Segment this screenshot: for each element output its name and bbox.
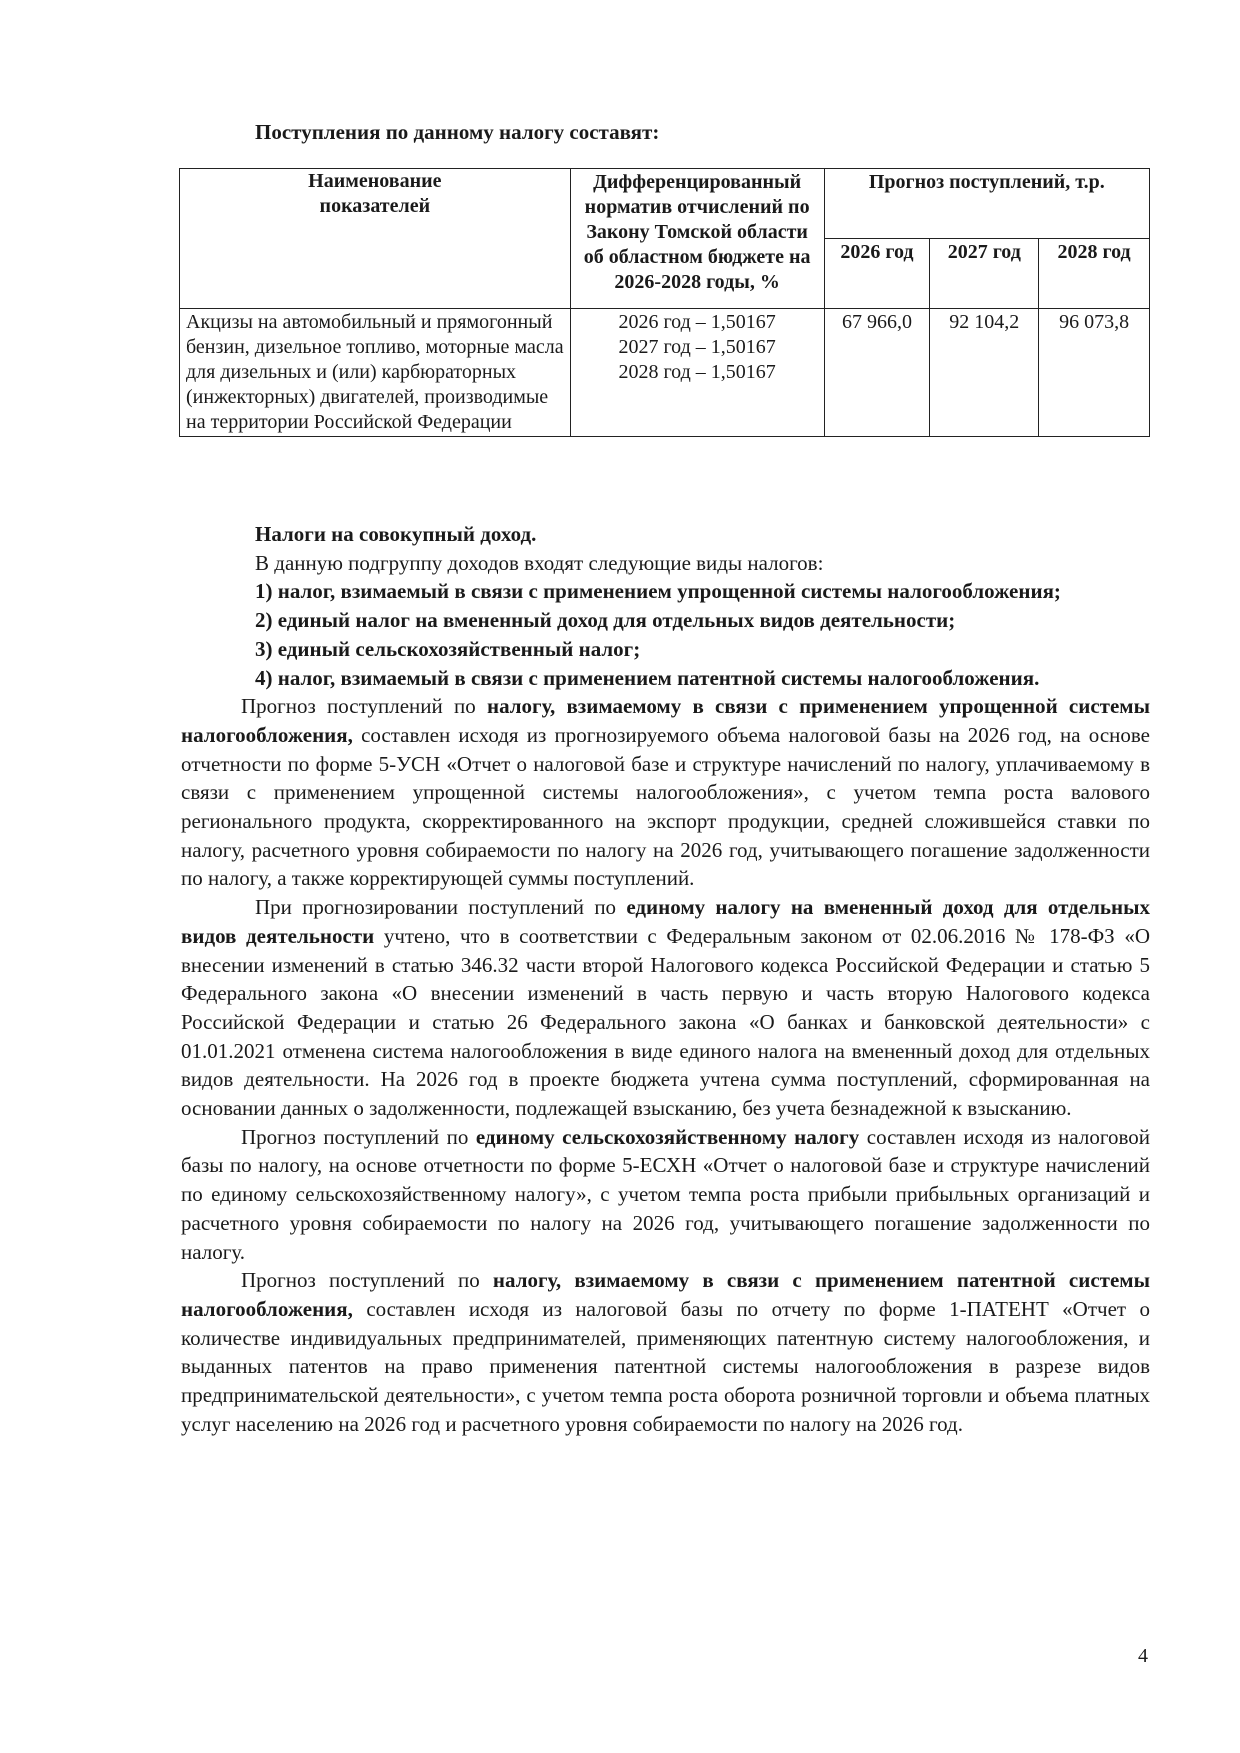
text: Прогноз поступлений по bbox=[241, 1124, 476, 1149]
tax-item-4: 4) налог, взимаемый в связи с применением патентной системы налогообложения. bbox=[255, 665, 1040, 690]
paragraph-eshn bbox=[181, 1123, 1150, 1267]
paragraph-envd bbox=[181, 893, 1150, 1123]
table-row bbox=[180, 309, 1150, 437]
page-number: 4 bbox=[1138, 1645, 1148, 1667]
header-year-2026: 2026 год bbox=[824, 239, 930, 309]
header-forecast: Прогноз поступлений, т.р. bbox=[824, 169, 1149, 239]
table-caption: Поступления по данному налогу составят: bbox=[255, 120, 660, 144]
text: Прогноз поступлений по bbox=[241, 1268, 493, 1293]
text: Прогноз поступлений по bbox=[241, 694, 487, 719]
bold-text: единому сельскохозяйственному налогу bbox=[475, 1124, 860, 1149]
text: составлен исходя из прогнозируемого объема налоговой базы на 2026 год, на основе отчетности по форме 5-УСН «Отчет о налоговой базе и структуре начислений по налогу, уплачиваемому в связи с применением упрощенной системы налогообложения», с учетом темпа роста валового регионального продукта, скорректированного на экспорт продукции, средней сложившейся ставки по налогу, расчетного уровня собираемости по налогу на 2026 год, учитывающего погашение задолженности по налогу, а также корректирующей суммы поступлений. bbox=[181, 722, 1150, 891]
header-name: Наименование показателей bbox=[180, 169, 571, 309]
norm-2028: 2028 год – 1,50167 bbox=[618, 361, 776, 383]
paragraph-usn bbox=[181, 692, 1150, 893]
table-header-row bbox=[180, 169, 1150, 239]
text: учтено, что в соответствии с Федеральным законом от 02.06.2016 № 178-ФЗ «О внесении изменений в статью 346.32 части второй Налогового кодекса Российской Федерации и статью 5 Федерального закона «О внесении изменений в часть первую и часть вторую Налогового кодекса Российской Федерации и статью 26 Федерального закона «О банках и банковской деятельности» с 01.01.2021 отменена система налогообложения в виде единого налога на вмененный доход для отдельных видов деятельности. На 2026 год в проекте бюджета учтена сумма поступлений, сформированная на основании данных о задолженности, подлежащей взысканию, без учета безнадежной к взысканию. bbox=[181, 923, 1150, 1121]
bold-text: налогу, взимаемому в связи с применением упрощенной системы налогообложения, bbox=[181, 694, 1150, 747]
row-name: Акцизы на автомобильный и прямогонный бензин, дизельное топливо, моторные масла для дизельных и (или) карбюраторных (инжекторных) двигателей, производимые на территории Российской Федерации bbox=[180, 309, 571, 437]
tax-item-3: 3) единый сельскохозяйственный налог; bbox=[255, 636, 641, 661]
text: составлен исходя из налоговой базы по налогу, на основе отчетности по форме 5-ЕСХН «Отчет о налоговой базе и структуре начислений по единому сельскохозяйственному налогу», с учетом темпа роста прибыли прибыльных организаций и расчетного уровня собираемости по налогу на 2026 год, учитывающего погашение задолженности по налогу. bbox=[181, 1124, 1150, 1264]
text: составлен исходя из налоговой базы по отчету по форме 1-ПАТЕНТ «Отчет о количестве индивидуальных предпринимателей, применяющих патентную систему налогообложения, и выданных патентов на право применения патентной системы налогообложения в разрезе видов предпринимательской деятельности», с учетом темпа роста оборота розничной торговли и объема платных услуг населению на 2026 год и расчетного уровня собираемости по налогу на 2026 год. bbox=[181, 1296, 1150, 1436]
revenue-table bbox=[179, 168, 1150, 437]
section-heading: Налоги на совокупный доход. bbox=[255, 522, 537, 546]
bold-text: единому налогу на вмененный доход для отдельных видов деятельности bbox=[181, 895, 1150, 948]
tax-item-2: 2) единый налог на вмененный доход для отдельных видов деятельности; bbox=[255, 608, 956, 633]
value-2027: 92 104,2 bbox=[930, 309, 1039, 437]
bold-text: налогу, взимаемому в связи с применением патентной системы налогообложения, bbox=[181, 1268, 1150, 1321]
header-norm: Дифференцированный норматив отчислений по Закону Томской области об областном бюджете на 2026-2028 годы, % bbox=[570, 169, 824, 309]
section-intro: В данную подгруппу доходов входят следующие виды налогов: bbox=[255, 550, 824, 575]
value-2026: 67 966,0 bbox=[824, 309, 930, 437]
tax-item-1: 1) налог, взимаемый в связи с применением упрощенной системы налогообложения; bbox=[255, 579, 1061, 604]
document-body bbox=[181, 520, 1150, 1439]
paragraph-patent bbox=[181, 1266, 1150, 1438]
header-year-2027: 2027 год bbox=[930, 239, 1039, 309]
row-norms bbox=[570, 309, 824, 437]
header-year-2028: 2028 год bbox=[1039, 239, 1150, 309]
norm-2027: 2027 год – 1,50167 bbox=[618, 336, 776, 358]
value-2028: 96 073,8 bbox=[1039, 309, 1150, 437]
text: При прогнозировании поступлений по bbox=[255, 895, 627, 920]
norm-2026: 2026 год – 1,50167 bbox=[618, 311, 776, 333]
